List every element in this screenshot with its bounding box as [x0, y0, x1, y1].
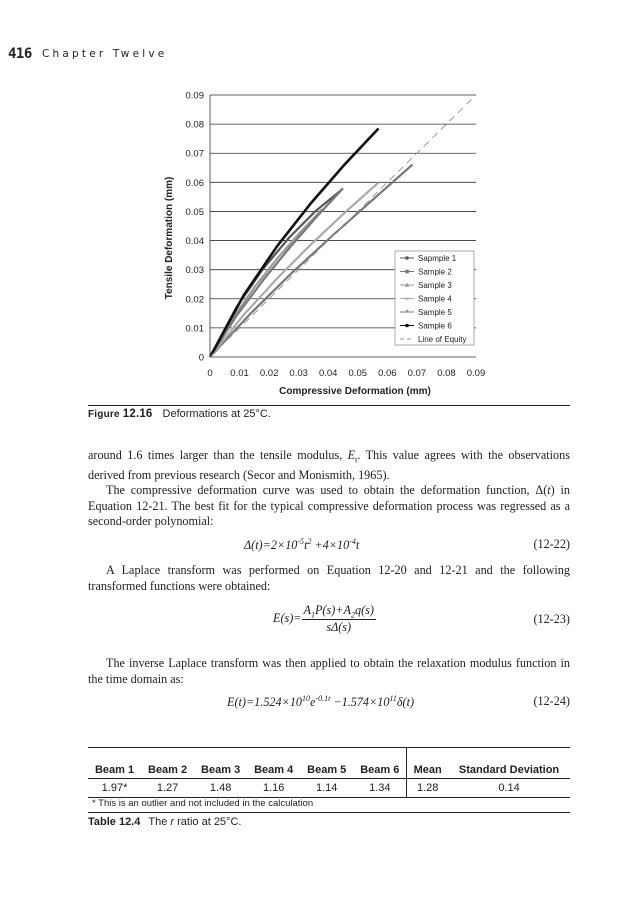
y-tick-label: 0.09: [185, 90, 204, 102]
equation-12-22: $\Delta(t)=2\times 10^{-5}t^2 +4\times 10^{-4}t$: [244, 537, 360, 553]
y-tick-label: 0.07: [185, 148, 204, 160]
header-std-dev: Standard Deviation: [448, 748, 570, 779]
equation-number-12-23: (12-23): [533, 612, 570, 626]
x-tick-label: 0.04: [318, 368, 338, 379]
y-tick-label: 0.03: [185, 265, 204, 277]
table-caption-rule: [88, 812, 570, 813]
x-tick-label: 0.05: [348, 368, 368, 379]
header-beam-1: Beam 1: [88, 748, 141, 779]
equation-number-12-22: (12-22): [533, 537, 570, 551]
header-beam-4: Beam 4: [247, 748, 300, 779]
legend-label-line-of-equity: Line of Equity: [418, 335, 467, 344]
legend-label-sapmple-1: Sapmple 1: [418, 254, 457, 263]
table-label: Table 12.4: [88, 816, 141, 828]
x-tick-label: 0.02: [259, 368, 279, 379]
figure-caption-text: Deformations at 25°C.: [162, 408, 271, 420]
cell-std-dev: 0.14: [448, 779, 570, 798]
chapter-title: Chapter Twelve: [42, 48, 168, 60]
table-row: [88, 779, 570, 798]
legend-label-sample-4: Sample 4: [418, 294, 452, 304]
header-beam-5: Beam 5: [300, 748, 353, 779]
legend-marker-sample-6: [405, 324, 409, 328]
cell-mean: 1.28: [407, 779, 448, 798]
legend-marker-sapmple-1: [405, 256, 409, 260]
legend-label-sample-2: Sample 2: [418, 267, 452, 277]
x-tick-label: 0.07: [407, 368, 427, 379]
table-caption: Table 12.4 The r ratio at 25°C.: [88, 816, 242, 828]
body-text: [88, 448, 570, 530]
y-tick-label: 0.06: [185, 177, 204, 189]
y-tick-label: 0.02: [185, 294, 204, 306]
cell-beam-4: 1.16: [247, 779, 300, 798]
table-header-row: [88, 748, 570, 779]
legend-marker-sample-2: [405, 270, 409, 274]
equation-12-23: E(s)= $\frac{A_1P(s)+A_2q(s)}{s\Delta(s)}$: [273, 603, 374, 635]
legend-marker-sample-5: *: [405, 308, 409, 317]
x-tick-label: 0.03: [289, 368, 308, 379]
table-footnote: * This is an outlier and not included in the calculation: [92, 798, 314, 809]
x-tick-label: 0.09: [466, 368, 486, 379]
legend-label-sample-6: Sample 6: [418, 321, 452, 331]
x-tick-label: 0.01: [230, 368, 249, 379]
cell-beam-5: 1.14: [300, 779, 353, 798]
paragraph-4: The inverse Laplace transform was then applied to obtain the relaxation modulus function in the time domain as:: [88, 656, 570, 686]
legend-label-sample-5: Sample 5: [418, 308, 452, 317]
y-tick-label: 0: [198, 352, 204, 364]
paragraph-2: The compressive deformation curve was used to obtain the deformation function, Δ(t) in Equation 12-21. The best fit for the typical compressive deformation process was regressed as a second-order polynomial:: [88, 483, 570, 529]
y-tick-label: 0.04: [185, 236, 204, 248]
y-tick-label: 0.08: [185, 119, 204, 131]
cell-beam-6: 1.34: [353, 779, 407, 798]
legend-marker-sample-4: ×: [404, 294, 410, 304]
deformation-chart: [0, 0, 621, 405]
cell-beam-3: 1.48: [194, 779, 247, 798]
figure-label: Figure 12.16: [88, 408, 153, 420]
r-ratio-table: [88, 747, 570, 798]
paragraph-3: A Laplace transform was performed on Equation 12-20 and 12-21 and the following transformed functions were obtained:: [88, 563, 570, 593]
equation-number-12-24: (12-24): [533, 694, 570, 708]
cell-beam-1: 1.97*: [88, 779, 141, 798]
legend-label-sample-3: Sample 3: [418, 281, 452, 290]
x-tick-label: 0: [207, 368, 213, 379]
x-tick-label: 0.08: [437, 368, 456, 379]
y-tick-label: 0.01: [185, 323, 204, 335]
header-beam-3: Beam 3: [194, 748, 247, 779]
header-beam-6: Beam 6: [353, 748, 407, 779]
equation-12-24: $E(t)=1.524\times 10^{10}e^{-0.1t} -1.574\times 10^{11}\delta(t)$: [227, 694, 415, 710]
y-axis-label: Tensile Deformation (mm): [164, 176, 175, 300]
cell-beam-2: 1.27: [141, 779, 194, 798]
x-axis-label: Compressive Deformation (mm): [279, 386, 431, 397]
header-beam-2: Beam 2: [141, 748, 194, 779]
x-tick-label: 0.06: [378, 368, 397, 379]
paragraph-1: around 1.6 times larger than the tensile modulus, $E_t$. This value agrees with the observations derived from previous research (Secor and Monismith, 1965).: [88, 448, 570, 482]
figure-caption-rule: [88, 405, 570, 406]
y-tick-label: 0.05: [185, 206, 204, 218]
page-number: 416: [8, 46, 32, 62]
figure-caption: [88, 408, 271, 420]
header-mean: Mean: [407, 748, 448, 779]
